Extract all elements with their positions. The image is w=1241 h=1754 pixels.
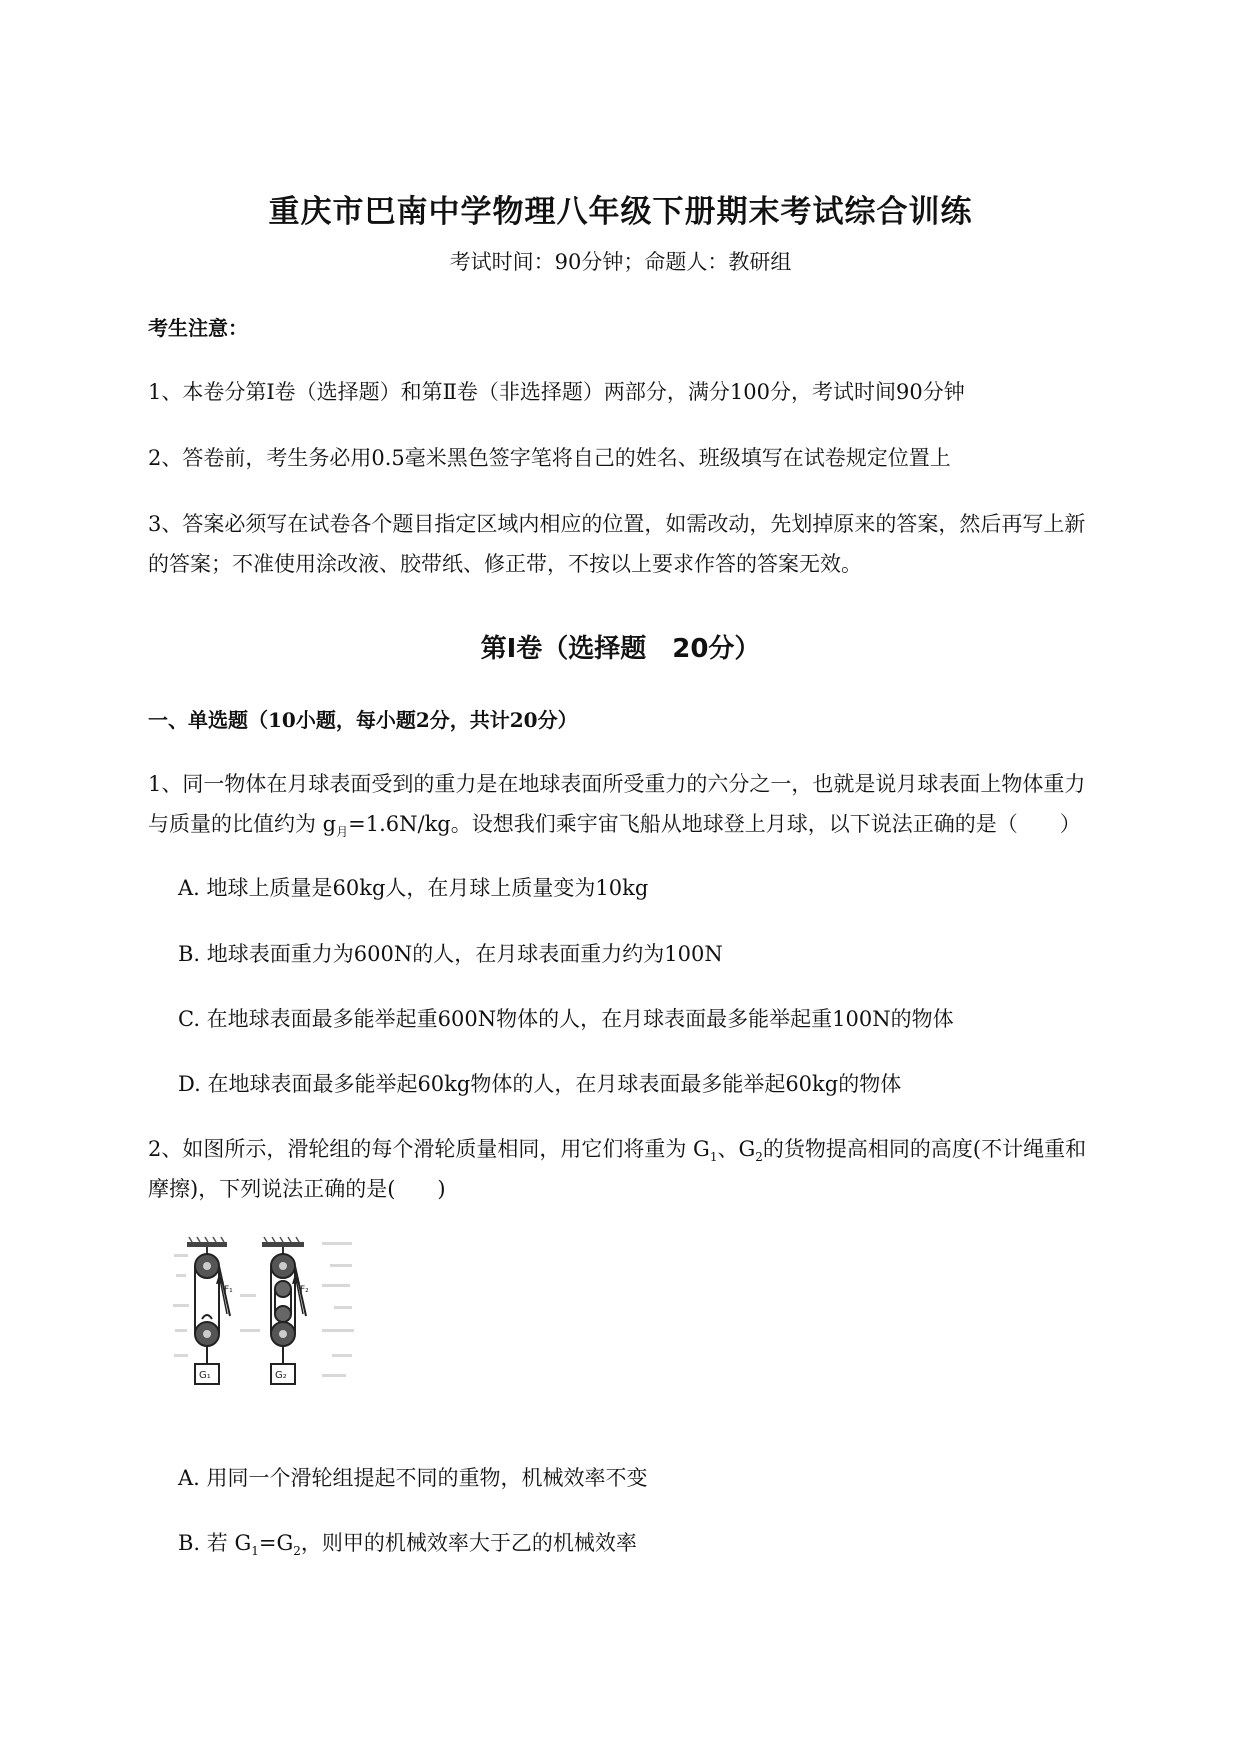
q1-line-2 (148, 808, 1081, 838)
q1-line-1: 1、同一物体在月球表面受到的重力是在地球表面所受重力的六分之一，也就是说月球表面上物体重力 (148, 772, 1086, 796)
section-heading: 一、单选题（10小题，每小题2分，共计20分） (148, 708, 578, 732)
label-g2: G₂ (275, 1370, 287, 1381)
notice-item-2: 2、答卷前，考生务必用0.5毫米黑色签字笔将自己的姓名、班级填写在试卷规定位置上 (148, 446, 951, 470)
q1-option-a: A. 地球上质量是60kg人，在月球上质量变为10kg (178, 876, 649, 900)
q2-option-b-a: B. 若 G (178, 1531, 252, 1555)
q1-option-c: C. 在地球表面最多能举起重600N物体的人，在月球表面最多能举起重100N的物体 (178, 1007, 954, 1031)
page-subtitle: 考试时间：90分钟；命题人：教研组 (449, 250, 792, 274)
q1-option-d: D. 在地球表面最多能举起60kg物体的人，在月球表面最多能举起60kg的物体 (178, 1072, 902, 1096)
q2-option-b-s2: 2 (293, 1544, 301, 1558)
page-title: 重庆市巴南中学物理八年级下册期末考试综合训练 (268, 194, 973, 230)
section-title: 第I卷（选择题 20分） (480, 634, 761, 664)
pulley-figure (172, 1234, 372, 1424)
q2-line-2: 摩擦)，下列说法正确的是( ) (148, 1177, 446, 1201)
q1-line-2-sub: 月 (336, 825, 349, 839)
q1-option-b: B. 地球表面重力为600N的人，在月球表面重力约为100N (178, 942, 723, 966)
notice-item-1: 1、本卷分第I卷（选择题）和第Ⅱ卷（非选择题）两部分，满分100分，考试时间90分钟 (148, 380, 965, 404)
q2-line-1 (148, 1133, 1086, 1163)
label-g1: G₁ (199, 1370, 211, 1381)
q2-option-a: A. 用同一个滑轮组提起不同的重物，机械效率不变 (178, 1466, 648, 1490)
q2-option-b-s1: 1 (251, 1544, 259, 1558)
q2-line-1-s2: 2 (755, 1150, 763, 1164)
label-f1: F₁ (224, 1285, 233, 1295)
notice-heading: 考生注意： (148, 316, 248, 340)
q2-option-b (178, 1527, 637, 1557)
q2-line-1-b: 、G (717, 1137, 756, 1161)
q2-line-1-c: 的货物提高相同的高度(不计绳重和 (762, 1137, 1087, 1161)
notice-item-3-cont: 的答案；不准使用涂改液、胶带纸、修正带，不按以上要求作答的答案无效。 (148, 552, 862, 576)
q2-option-b-c: ，则甲的机械效率大于乙的机械效率 (300, 1531, 637, 1555)
q1-line-2-b: =1.6N/kg。设想我们乘宇宙飞船从地球登上月球，以下说法正确的是（ ） (348, 812, 1081, 836)
q2-option-b-b: =G (258, 1531, 294, 1555)
q2-line-1-s1: 1 (709, 1150, 718, 1164)
q2-line-1-a: 2、如图所示，滑轮组的每个滑轮质量相同，用它们将重为 G (148, 1137, 710, 1161)
label-f2: F₂ (300, 1285, 309, 1295)
notice-item-3: 3、答案必须写在试卷各个题目指定区域内相应的位置，如需改动，先划掉原来的答案，然后再写上新 (148, 512, 1086, 536)
q1-line-2-a: 与质量的比值约为 g (148, 812, 337, 836)
